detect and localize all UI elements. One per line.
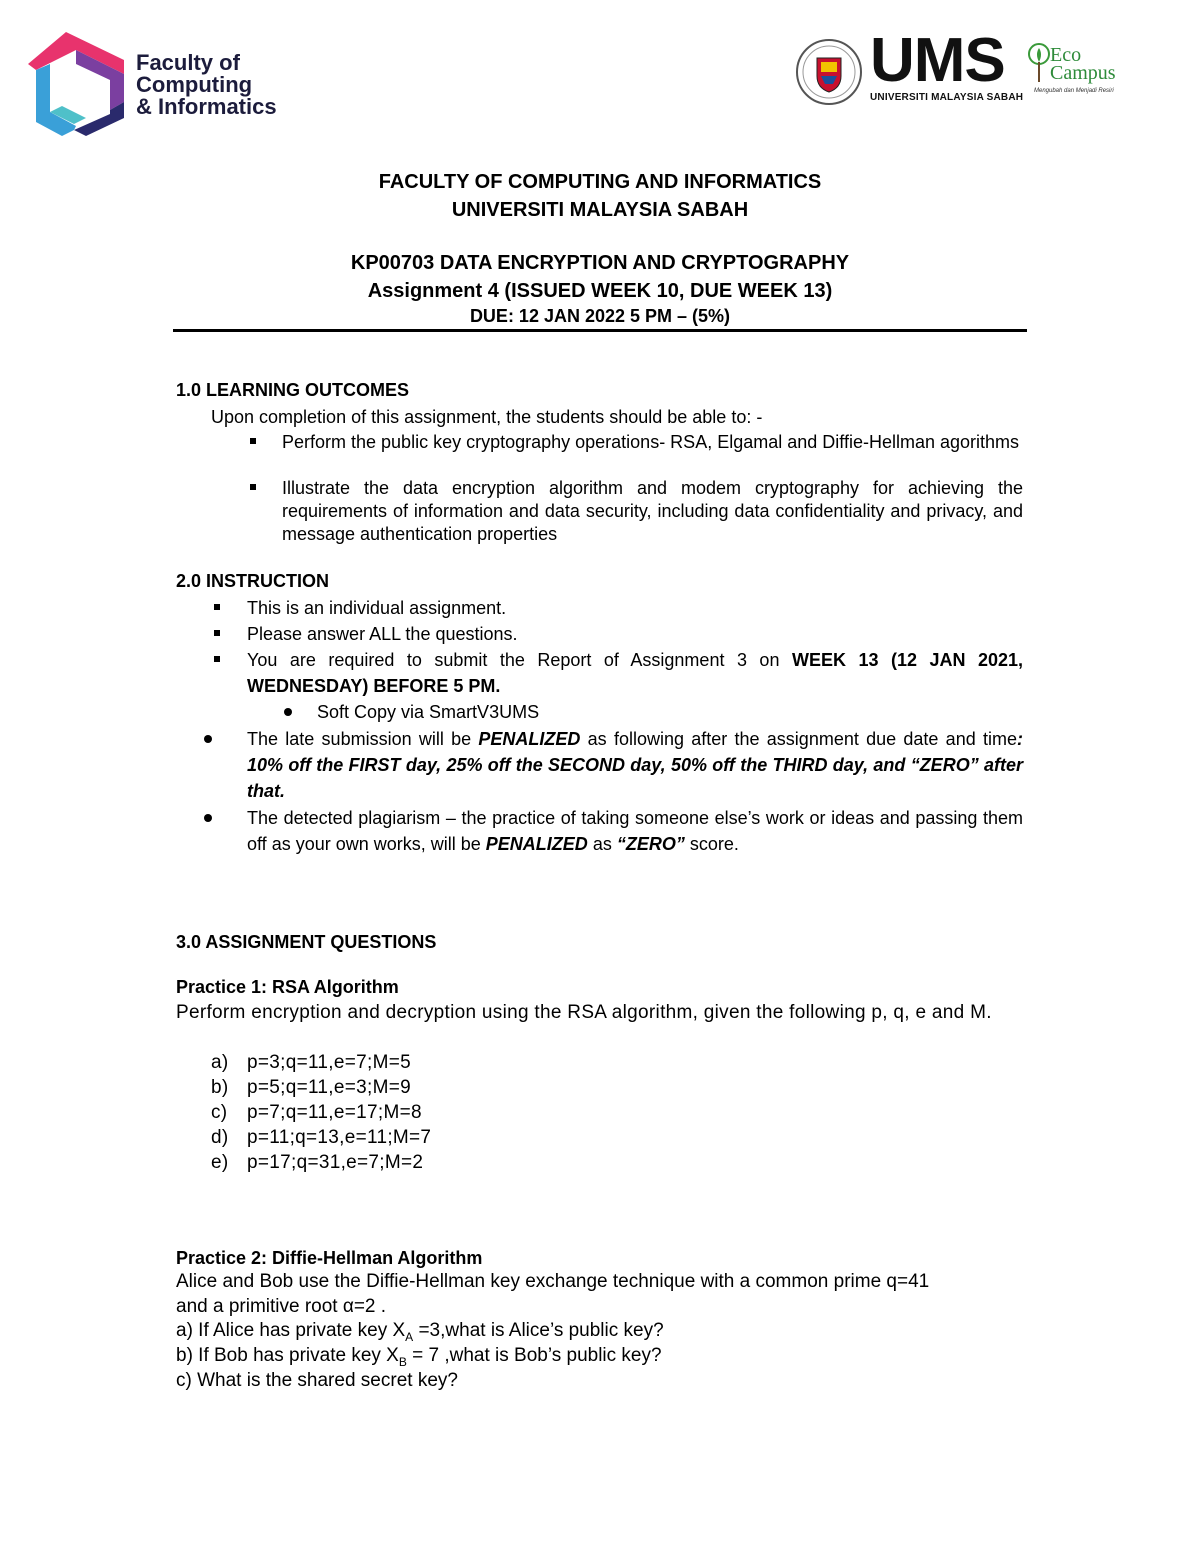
practice2-question-c: c) What is the shared secret key? [176, 1370, 458, 1391]
eco-logo-line-1: Eco [1050, 44, 1082, 66]
practice1-item: b) p=5;q=11,e=3;M=9 [211, 1077, 411, 1098]
practice1-description: Perform encryption and decryption using the RSA algorithm, given the following p, q, e and M. [176, 1002, 992, 1023]
practice1-list [211, 1050, 431, 1175]
plagiarism-text: The detected plagiarism – the practice of taking someone else’s work or ideas and passing them off as your own works, will be [247, 808, 1023, 854]
instruction-item-answer-all: Please answer ALL the questions. [247, 624, 518, 644]
bullet-dot-icon [204, 735, 212, 743]
instruction-item-submit [247, 647, 1023, 699]
learning-outcome-item: Perform the public key cryptography operations- RSA, Elgamal and Diffie-Hellman agorithms [282, 432, 1019, 452]
instruction-item-plagiarism [247, 805, 1023, 857]
instruction-sub-item-softcopy: Soft Copy via SmartV3UMS [317, 702, 540, 722]
practice2-description-line2: and a primitive root α=2 . [176, 1296, 387, 1317]
instruction-heading: 2.0 INSTRUCTION [176, 571, 330, 591]
title-faculty: FACULTY OF COMPUTING AND INFORMATICS [378, 171, 822, 193]
bullet-square-icon [214, 630, 220, 636]
learning-outcomes-heading: 1.0 LEARNING OUTCOMES [176, 380, 410, 400]
faculty-logo-line-2: Computing [136, 72, 253, 97]
practice2-question-b: b) If Bob has private key $X_B = 7$ ,what is Bob’s public key? [176, 1345, 662, 1369]
practice1-item: c) p=7;q=11,e=17;M=8 [211, 1102, 422, 1123]
practice2-question-a: a) If Alice has private key $X_A$ =3,what is Alice’s public key? [176, 1320, 664, 1344]
eco-logo-subtitle: Mengubah dan Menjadi Resiri [1034, 88, 1114, 94]
questions-heading: 3.0 ASSIGNMENT QUESTIONS [176, 932, 437, 952]
bullet-dot-icon [284, 708, 292, 716]
course-title: KP00703 DATA ENCRYPTION AND CRYPTOGRAPHY [350, 252, 850, 274]
bullet-square-icon [250, 438, 256, 444]
plagiarism-as: as [592, 834, 612, 854]
bullet-square-icon [214, 656, 220, 662]
instruction-item-late [247, 726, 1023, 804]
plagiarism-score: score. [689, 834, 739, 854]
plagiarism-penalized: PENALIZED [485, 834, 588, 854]
ums-logo-text: UMS [870, 26, 1005, 95]
practice1-item: d) p=11;q=13,e=11;M=7 [211, 1127, 432, 1148]
practice1-title: Practice 1: RSA Algorithm [176, 977, 399, 997]
instruction-item-individual: This is an individual assignment. [247, 598, 507, 618]
faculty-logo-mark-icon [26, 30, 126, 138]
practice2-title: Practice 2: Diffie-Hellman Algorithm [176, 1248, 483, 1268]
plagiarism-zero: “ZERO” [616, 834, 685, 854]
late-penalized: PENALIZED [478, 729, 581, 749]
submit-deadline: WEEK 13 (12 JAN 2021, WEDNESDAY) BEFORE 5 PM. [247, 650, 1023, 696]
faculty-logo [26, 30, 296, 140]
bullet-dot-icon [204, 814, 212, 822]
assignment-title: Assignment 4 (ISSUED WEEK 10, DUE WEEK 13) [367, 280, 833, 302]
faculty-logo-line-1: Faculty of [136, 50, 240, 75]
late-text: The late submission will be [247, 729, 472, 749]
bullet-square-icon [214, 604, 220, 610]
eco-logo-line-2: Campus [1050, 62, 1116, 84]
ums-logo-subtitle: UNIVERSITI MALAYSIA SABAH [870, 92, 1024, 103]
learning-outcome-item: Illustrate the data encryption algorithm and modem cryptography for achieving the requirements of information and data security, including data confidentiality and privacy, and message authentication properties [282, 478, 1023, 544]
tree-icon [1028, 42, 1050, 86]
practice2-description-line1: Alice and Bob use the Diffie-Hellman key exchange technique with a common prime q=41 [176, 1271, 930, 1292]
learning-outcomes-intro: Upon completion of this assignment, the students should be able to: - [211, 407, 763, 427]
bullet-square-icon [250, 484, 256, 490]
due-date: DUE: 12 JAN 2022 5 PM – (5%) [469, 306, 731, 326]
eco-campus-logo [1028, 40, 1128, 100]
practice1-item: e) p=17;q=31,e=7;M=2 [211, 1152, 424, 1173]
practice1-item: a) p=3;q=11,e=7;M=5 [211, 1052, 411, 1073]
ums-logo [870, 26, 1024, 103]
late-terms: : 10% off the FIRST day, 25% off the SECOND day, 50% off the THIRD day, and “ZERO” after that. [247, 729, 1023, 801]
title-university: UNIVERSITI MALAYSIA SABAH [451, 199, 749, 221]
ums-crest-icon [795, 38, 863, 106]
submit-text: You are required to submit the Report of Assignment 3 on [247, 650, 780, 670]
title-divider [173, 329, 1027, 332]
late-text-mid: as following after the assignment due date and time [587, 729, 1017, 749]
faculty-logo-line-3: & Informatics [136, 94, 277, 119]
